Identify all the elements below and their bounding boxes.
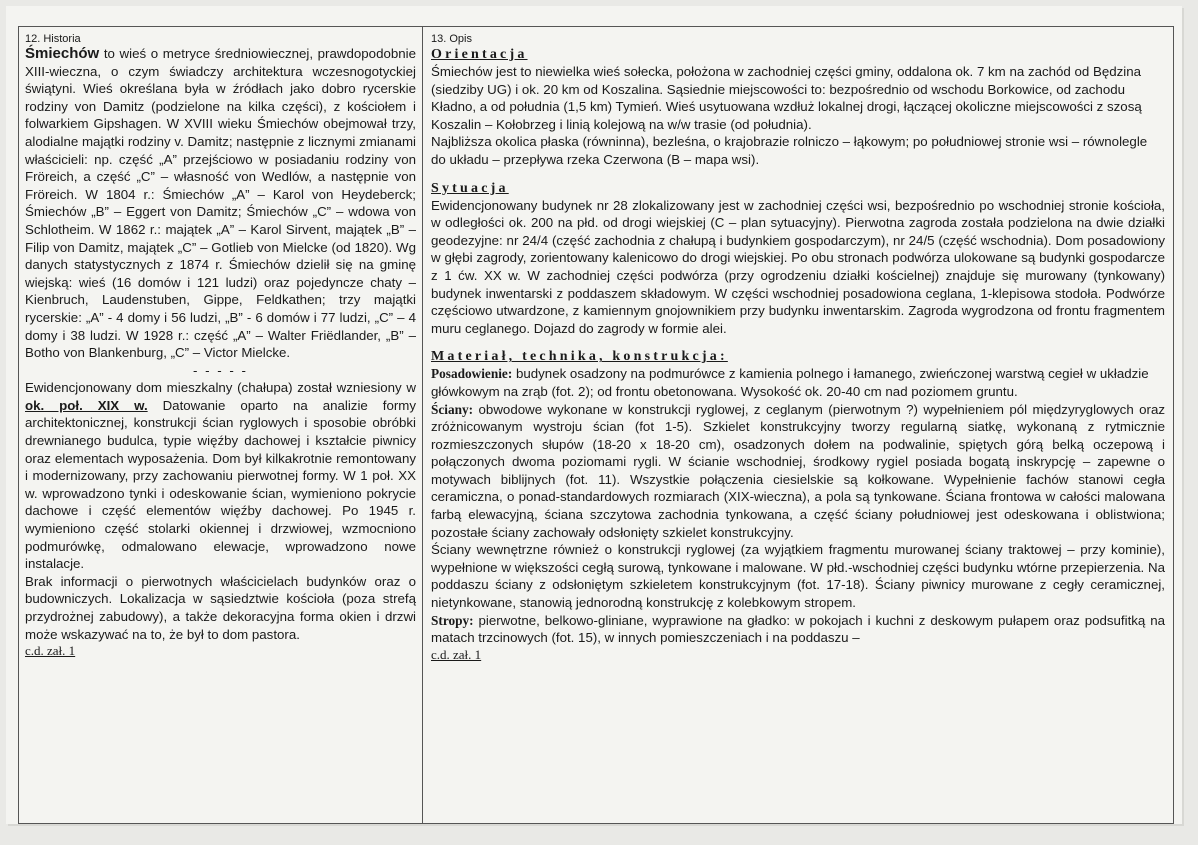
orientation-paragraph-2: Najbliższa okolica płaska (równinna), bezleśna, o krajobrazie rolniczo – łąkowym; po południowej stronie wsi – równolegle do układu – przepływa rzeka Czerwona (B – mapa wsi).	[431, 134, 1148, 167]
owners-paragraph: Brak informacji o pierwotnych właścicielach budynków oraz o budowniczych. Lokalizacja w sąsiedztwie kościoła (poza strefą przydrożnej zabudowy), a także dekoracyjna forma okien i drzwi może wskazywać na to, że był to dom pastora.	[25, 573, 416, 642]
spacer	[431, 169, 1165, 179]
ceilings-text: pierwotne, belkowo-gliniane, wyprawione na gładko: w pokojach i kuchni z deskowym pułapem oraz podsufitką na matach trzcinowych (fot. 15), w innych pomieszczeniach i na poddaszu –	[431, 612, 1165, 646]
spacer	[431, 337, 1165, 347]
history-section-number: 12. Historia	[25, 33, 81, 45]
situation-heading: Sytuacja	[431, 180, 509, 196]
dating-paragraph	[25, 379, 416, 573]
separator: - - - - -	[193, 362, 248, 378]
material-heading: Materiał, technika, konstrukcja:	[431, 349, 728, 365]
village-name: Śmiechów	[25, 45, 100, 62]
walls-label: Ściany:	[431, 401, 474, 417]
situation-paragraph: Ewidencjonowany budynek nr 28 zlokalizowany jest w zachodniej części wsi, bezpośrednio po wschodniej stronie kościoła, w odległości ok. 200 na płd. od drogi wiejskiej (C – plan sytuacyjny). Pierwotna zagroda została podzielona na dwie działki geodezyjne: nr 24/4 (część zachodnia z chałupą i budynkiem gospodarczym), nr 24/5 (część wschodnia). Dom posadowiony w głębi zagrody, zorientowany kalenicowo do drogi wiejskiej. Po obu stronach podwórza ulokowane są budynki gospodarcze z 1 ćw. XX w. W zachodniej części podwórza (przy ogrodzeniu działki kościelnej) znajduje się murowany (tynkowany) budynek inwentarski z poddaszem składowym. W części wschodniej posadowiona ceglana, 1-klepisowa stodoła. Podwórze częściowo utwardzone, z kamiennym gnojownikiem przy budynku inwentarskim. Zagroda wygrodzona od frontu fragmentem muru ceglanego. Dojazd do zagrody w formie alei.	[431, 197, 1165, 336]
document-sheet	[6, 6, 1182, 824]
inner-walls-paragraph: Ściany wewnętrzne również o konstrukcji ryglowej (za wyjątkiem fragmentu murowanej ściany traktowej – przy kominie), wypełnione w większości cegłą surową, tynkowane i malowane. W płd.-wschodniej części budynku wtórne przepierzenia. Na poddaszu ściany z odsłoniętym szkieletem konstrukcyjnym (fot. 17-18). Ściany piwnicy murowane z cegły ceramicznej, nietynkowane, stanowią jednorodną konstrukcję z kolebkowym stropem.	[431, 542, 1165, 611]
description-column	[423, 27, 1173, 823]
document-frame	[18, 26, 1174, 824]
orientation-paragraph-1: Śmiechów jest to niewielka wieś sołecka, położona w zachodniej części gminy, oddalona ok. 7 km na zachód od Będzina (siedziby UG) i ok. 20 km od Koszalina. Sąsiednie miejscowości to: bezpośrednio od wschodu Borkowice, od zachodu Kładno, a od południa (1,5 km) Tymień. Wieś usytuowana wzdłuż lokalnej drogi, łączącej okoliczne miejscowości z szosą Koszalin – Kołobrzeg i linią kolejową na w/w trasie (od południa).	[431, 64, 1142, 132]
dating-value: ok. poł. XIX w.	[25, 397, 148, 413]
history-text: to wieś o metryce średniowiecznej, prawdopodobnie XIII-wieczna, o czym świadczy architektura wczesnogotyckiej świątyni. Wieś określana była w źródłach jako dobro rycerskie rodziny von Damitz (podzielone na kilka części), z kościołem i folwarkiem Gipshagen. W XVIII wieku Śmiechów obejmował trzy, alodialne majątki rodziny v. Damitz; następnie z licznymi zmianami właścicieli: np. część „A” przejściowo w posiadaniu rodziny von Fröreich, a część „C” – własność von Wedlów, a następnie von Fröreich. W 1804 r.: Śmiechów „A” – Karol von Heydeberck; Śmiechów „B” – Eggert von Damitz; Śmiechów „C” – wdowa von Schlotheim. W 1862 r.: majątek „A” – Karol Sirvent, majątek „B” – Filip von Damitz, majątek „C” – Gotlieb von Mielcke (od 1820). Wg danych statystycznych z 1874 r. Śmiechów dzielił się na gminę wiejską: wieś (16 domów i 121 ludzi) oraz pojedyncze chaty – Kienbruch, Laudenstuben, Gippe, Feldkathen; trzy majątki rycerskie: „A” - 4 domy i 56 ludzi, „B” - 6 domów i 77 ludzi, „C” – 4 domy i 38 ludzi. W 1928 r.: część „A” – Walter Friëdlander, „B” – Botho von Blankenburg, „C” – Victor Mielcke.	[25, 46, 416, 361]
dating-text-pre: Ewidencjonowany dom mieszkalny (chałupa) został wzniesiony w	[25, 380, 416, 396]
orientation-heading: Orientacja	[431, 47, 528, 62]
ceilings-label: Stropy:	[431, 612, 474, 628]
foundation-label: Posadowienie:	[431, 366, 513, 382]
walls-paragraph	[431, 401, 1165, 542]
foundation-paragraph	[431, 365, 1165, 400]
walls-text: obwodowe wykonane w konstrukcji ryglowej, z ceglanym (pierwotnym ?) wypełnieniem pól międzyryglowych oraz zróżnicowanym wystroju ścian (fot 1-5). Szkielet konstrukcyjny tworzy regularną siatkę, wykonaną z rytmicznie rozmieszczonych słupów (18-20 x 18-20 cm), osadzonych dołem na podwalinie, spiętych górą belką oczepową i połączonych dwoma poziomami rygli. W ścianie wschodniej, środkowy rygiel posiada bogatą inskrypcję – zapewne o motywach biblijnych (fot. 11). Wszystkie połączenia ciesielskie są kołkowane. Wypełnienie fachów stanowi cegła ceramiczna, o ponad-standardowych rozmiarach (XIX-wieczna), a pola są tynkowane. Ściana frontowa w całości malowana farbą elewacyjną, ściana szczytowa zachodnia tynkowana, a część ściany południowej jest odeskowana i oblistwiona; pozostałe ściany zachowały odsłonięty szkielet konstrukcyjny.	[431, 401, 1165, 540]
dating-text-post: Datowanie oparto na analizie formy architektonicznej, konstrukcji ścian ryglowych i sposobie obróbki drewnianego budulca, typie więźby dachowej i kształcie piwnicy oraz elementach wyposażenia. Dom był kilkakrotnie remontowany i modernizowany, przy zachowaniu pierwotnej formy. W 1 poł. XX w. wprowadzono tynki i odeskowanie ścian, wymieniono pokrycie dachowe i część elementów więźby dachowej. Po 1945 r. wymieniono część stolarki okiennej i drzwiowej, wzmocniono podmurówkę, odmalowano elewacje, wprowadzono nowe instalacje.	[25, 397, 416, 572]
foundation-text: budynek osadzony na podmurówce z kamienia polnego i łamanego, zwieńczonej warstwą cegieł w układzie główkowym na zrąb (fot. 2); od frontu obetonowana. Wysokość ok. 20-40 cm nad poziomem gruntu.	[431, 366, 1149, 399]
continued-note: c.d. zał. 1	[431, 646, 482, 662]
ceilings-paragraph	[431, 612, 1165, 647]
description-section-number: 13. Opis	[431, 33, 472, 45]
history-paragraph	[25, 45, 416, 362]
continued-note: c.d. zał. 1	[25, 643, 76, 659]
history-column	[19, 27, 423, 823]
